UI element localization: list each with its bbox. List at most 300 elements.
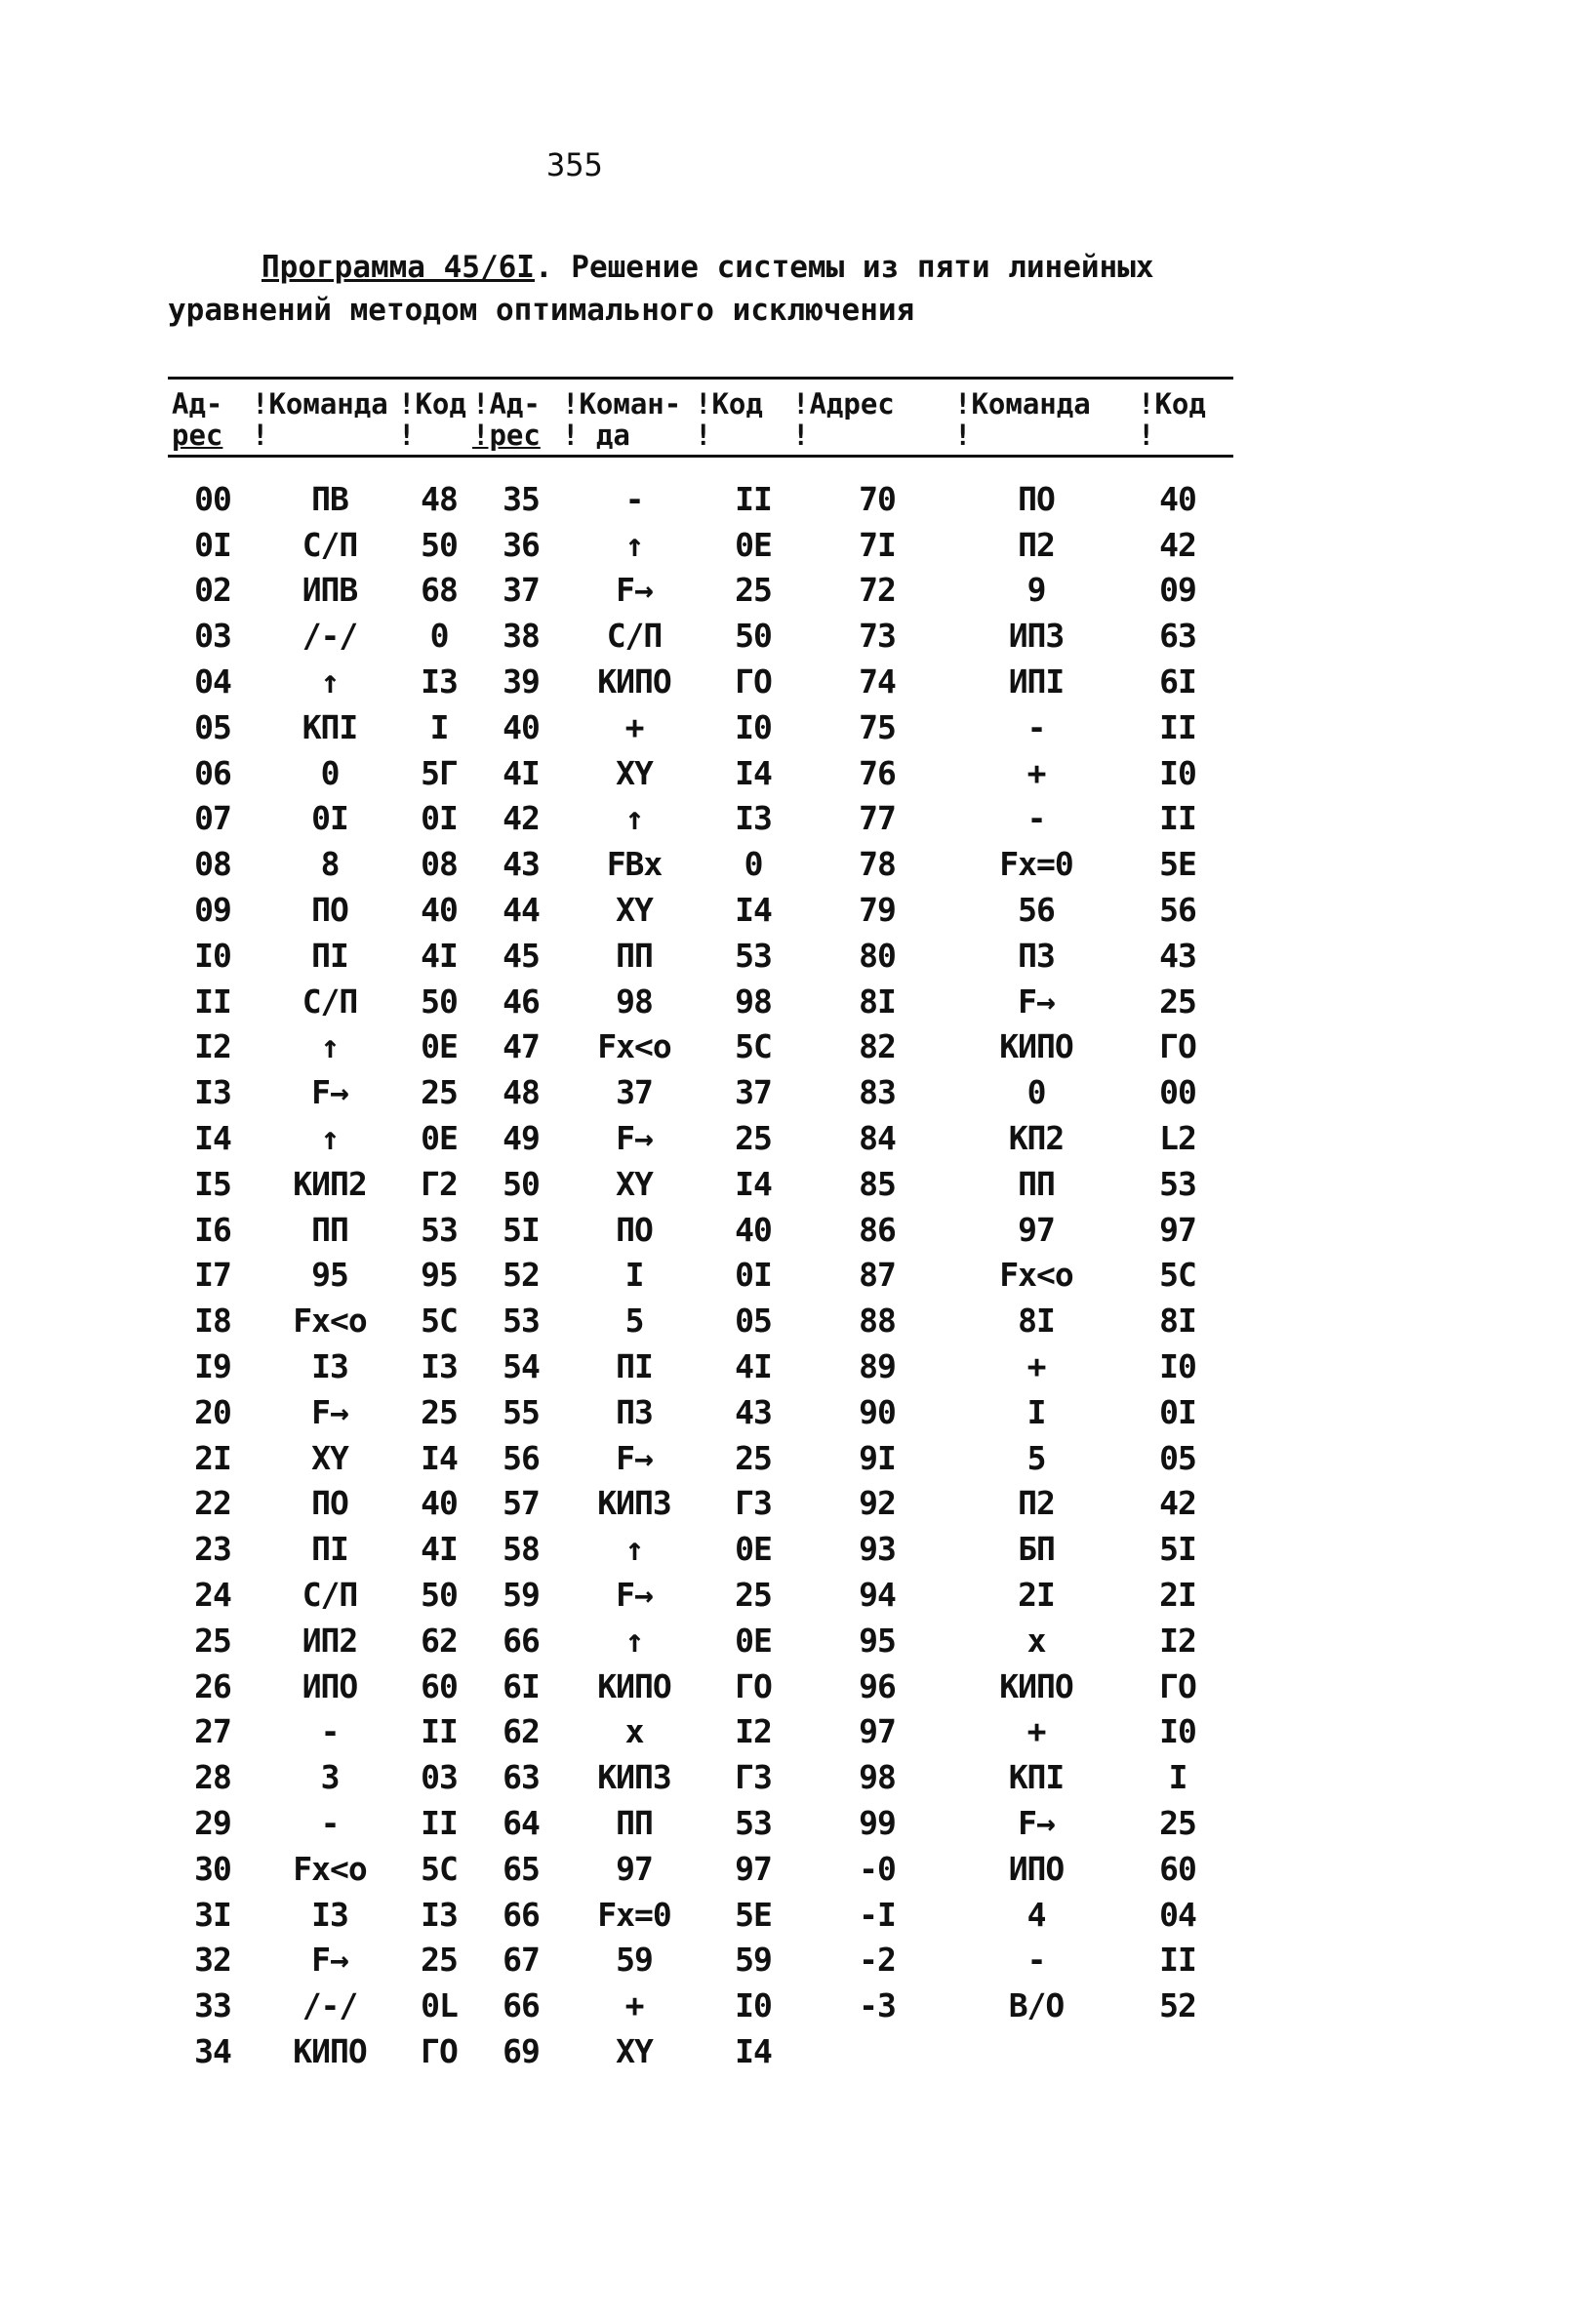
cell-command-3: 4 (1026, 1895, 1046, 1934)
cell-address-1: 03 (194, 617, 231, 656)
cell-address-3: 85 (859, 1164, 896, 1203)
cell-command-1: ИП2 (302, 1621, 358, 1660)
header-address-3: !Адрес ! (792, 387, 895, 452)
cell-code-2: 40 (735, 1210, 772, 1249)
cell-command-3: П2 (1018, 525, 1055, 564)
cell-address-2: 45 (503, 936, 540, 975)
cell-address-3: 90 (859, 1392, 896, 1431)
cell-command-1: F→ (311, 1073, 348, 1112)
cell-code-1: II (421, 1804, 458, 1842)
cell-address-3: 96 (859, 1666, 896, 1705)
cell-command-1: I3 (311, 1895, 348, 1934)
cell-address-3: 86 (859, 1210, 896, 1249)
cell-address-1: 05 (194, 707, 231, 746)
cell-code-3: II (1159, 707, 1196, 746)
cell-address-2: 48 (503, 1073, 540, 1112)
cell-code-2: 50 (735, 617, 772, 656)
cell-code-1: 0I (421, 799, 458, 838)
cell-code-2: 4I (735, 1347, 772, 1386)
cell-command-2: XY (616, 753, 653, 792)
cell-command-3: КПI (1008, 1758, 1065, 1797)
cell-code-3: II (1159, 1941, 1196, 1980)
cell-code-3: 5I (1159, 1530, 1196, 1569)
cell-address-3: -2 (859, 1941, 896, 1980)
cell-command-1: 0I (311, 799, 348, 838)
cell-code-2: 37 (735, 1073, 772, 1112)
cell-command-3: + (1026, 1347, 1046, 1386)
cell-address-1: 07 (194, 799, 231, 838)
cell-command-2: ↑ (624, 799, 644, 838)
program-title (168, 246, 1280, 332)
cell-address-3: 79 (859, 891, 896, 930)
cell-command-3: x (1026, 1621, 1046, 1660)
header-command-3: !Команда ! (954, 387, 1091, 452)
cell-code-3: 43 (1159, 936, 1196, 975)
cell-address-3: 88 (859, 1302, 896, 1341)
cell-address-2: 4I (503, 753, 540, 792)
cell-address-2: 5I (503, 1210, 540, 1249)
cell-command-1: F→ (311, 1392, 348, 1431)
header-address-2: !Ад- !рес (472, 387, 541, 452)
cell-code-2: I0 (735, 707, 772, 746)
cell-code-1: 50 (421, 982, 458, 1021)
cell-code-3 (1122, 2028, 1233, 2074)
cell-code-3: 25 (1159, 1804, 1196, 1842)
cell-command-3: 2I (1018, 1576, 1055, 1615)
cell-address-2: 6I (503, 1666, 540, 1705)
cell-command-2: Fx=0 (597, 1895, 671, 1934)
cell-code-2: 98 (735, 982, 772, 1021)
cell-command-1: XY (311, 1438, 348, 1477)
cell-command-2: КИПО (597, 1666, 671, 1705)
cell-address-2: 55 (503, 1392, 540, 1431)
cell-code-1: 40 (421, 891, 458, 930)
cell-address-2: 47 (503, 1027, 540, 1066)
cell-address-3: 89 (859, 1347, 896, 1386)
cell-address-3: 99 (859, 1804, 896, 1842)
cell-command-2: 59 (616, 1941, 653, 1980)
cell-code-2: I4 (735, 1164, 772, 1203)
cell-command-3: F→ (1018, 1804, 1055, 1842)
cell-command-3: КП2 (1008, 1119, 1065, 1158)
cell-address-3: -0 (859, 1849, 896, 1888)
cell-command-1: ↑ (320, 1027, 340, 1066)
title-line-2: уравнений методом оптимального исключения (168, 293, 915, 328)
cell-address-1: I2 (194, 1027, 231, 1066)
cell-command-2: XY (616, 1164, 653, 1203)
cell-code-2: 25 (735, 1576, 772, 1615)
cell-code-3: 53 (1159, 1164, 1196, 1203)
cell-address-1: 00 (194, 479, 231, 518)
cell-command-2: F→ (616, 1438, 653, 1477)
table-top-rule (168, 377, 1233, 380)
cell-command-2: + (624, 1986, 644, 2025)
cell-code-1: 4I (421, 1530, 458, 1569)
cell-code-3: 5C (1159, 1256, 1196, 1295)
cell-command-2: ПI (616, 1347, 653, 1386)
cell-address-1: I5 (194, 1164, 231, 1203)
cell-command-3: 5 (1026, 1438, 1046, 1477)
cell-code-2: 25 (735, 571, 772, 610)
title-line-1-rest: . Решение системы из пяти линейных (534, 250, 1154, 285)
cell-address-1: I0 (194, 936, 231, 975)
cell-code-2: I2 (735, 1712, 772, 1751)
cell-command-1: ↑ (320, 1119, 340, 1158)
cell-code-1: 60 (421, 1666, 458, 1705)
cell-command-1: ПВ (311, 479, 348, 518)
cell-command-1: КИПО (293, 2031, 367, 2070)
cell-code-1: I3 (421, 1347, 458, 1386)
cell-command-1: ПП (311, 1210, 348, 1249)
cell-code-2: I4 (735, 753, 772, 792)
cell-code-2: 0E (735, 1621, 772, 1660)
cell-address-3: 75 (859, 707, 896, 746)
cell-address-1: I4 (194, 1119, 231, 1158)
cell-command-3: F→ (1018, 982, 1055, 1021)
cell-address-2: 58 (503, 1530, 540, 1569)
cell-address-2: 66 (503, 1895, 540, 1934)
cell-command-3: - (1026, 707, 1046, 746)
cell-address-3: 98 (859, 1758, 896, 1797)
cell-address-3: 80 (859, 936, 896, 975)
cell-command-3: ИП3 (1008, 617, 1065, 656)
cell-command-1: КИП2 (293, 1164, 367, 1203)
cell-address-3: 76 (859, 753, 896, 792)
cell-command-2: F→ (616, 1576, 653, 1615)
header-command-1: !Команда ! (252, 387, 388, 452)
cell-command-1: F→ (311, 1941, 348, 1980)
cell-code-2: I4 (735, 891, 772, 930)
cell-address-1: 06 (194, 753, 231, 792)
cell-command-2: I (624, 1256, 644, 1295)
cell-address-1: II (194, 982, 231, 1021)
cell-code-1: 68 (421, 571, 458, 610)
program-table (168, 476, 1233, 2074)
cell-address-1: 34 (194, 2031, 231, 2070)
cell-address-3: 93 (859, 1530, 896, 1569)
cell-command-1: С/П (302, 982, 358, 1021)
cell-command-3 (950, 2028, 1122, 2074)
cell-code-1: 0E (421, 1027, 458, 1066)
cell-address-2: 66 (503, 1621, 540, 1660)
cell-address-2: 36 (503, 525, 540, 564)
cell-address-2: 52 (503, 1256, 540, 1295)
cell-command-2: 37 (616, 1073, 653, 1112)
cell-code-1: 25 (421, 1941, 458, 1980)
cell-command-2: - (624, 479, 644, 518)
cell-command-2: С/П (606, 617, 663, 656)
cell-address-2: 49 (503, 1119, 540, 1158)
cell-code-1: ГО (421, 2031, 458, 2070)
cell-command-1: /-/ (302, 617, 358, 656)
cell-address-1: 2I (194, 1438, 231, 1477)
cell-command-2: ПП (616, 936, 653, 975)
cell-code-2: 0E (735, 525, 772, 564)
cell-command-2: + (624, 707, 644, 746)
cell-address-2: 63 (503, 1758, 540, 1797)
cell-address-1: 23 (194, 1530, 231, 1569)
cell-code-1: Г2 (421, 1164, 458, 1203)
cell-code-1: 48 (421, 479, 458, 518)
cell-code-3: 6I (1159, 662, 1196, 701)
cell-command-1: 95 (311, 1256, 348, 1295)
cell-command-1: Fx<o (293, 1849, 367, 1888)
cell-address-1: 29 (194, 1804, 231, 1842)
cell-code-3: 42 (1159, 1484, 1196, 1523)
cell-address-3: 73 (859, 617, 896, 656)
cell-code-1: 25 (421, 1073, 458, 1112)
cell-command-2: ↑ (624, 1621, 644, 1660)
cell-address-1: I7 (194, 1256, 231, 1295)
cell-address-1: 20 (194, 1392, 231, 1431)
cell-address-3: 78 (859, 845, 896, 884)
cell-code-3: 5E (1159, 845, 1196, 884)
cell-address-2: 64 (503, 1804, 540, 1842)
cell-code-3: I2 (1159, 1621, 1196, 1660)
cell-code-2: 5E (735, 1895, 772, 1934)
cell-code-2: I0 (735, 1986, 772, 2025)
cell-address-2: 42 (503, 799, 540, 838)
cell-command-3: I (1026, 1392, 1046, 1431)
cell-address-1: 08 (194, 845, 231, 884)
cell-code-1: I (429, 707, 449, 746)
cell-command-2: 97 (616, 1849, 653, 1888)
cell-address-1: I3 (194, 1073, 231, 1112)
cell-code-1: 0 (429, 617, 449, 656)
cell-command-1: КПI (302, 707, 358, 746)
cell-command-3: КИПО (999, 1027, 1073, 1066)
cell-code-2: 5C (735, 1027, 772, 1066)
cell-address-2: 66 (503, 1986, 540, 2025)
cell-code-2: 05 (735, 1302, 772, 1341)
cell-address-2: 59 (503, 1576, 540, 1615)
cell-address-3: 95 (859, 1621, 896, 1660)
cell-command-2: 98 (616, 982, 653, 1021)
cell-address-2: 56 (503, 1438, 540, 1477)
cell-address-1: 26 (194, 1666, 231, 1705)
cell-address-2: 46 (503, 982, 540, 1021)
program-label: Программа 45/6I (262, 250, 535, 285)
cell-code-1: I4 (421, 1438, 458, 1477)
cell-code-2: 25 (735, 1119, 772, 1158)
cell-address-3: 82 (859, 1027, 896, 1066)
cell-code-2: 0I (735, 1256, 772, 1295)
cell-address-1: 22 (194, 1484, 231, 1523)
cell-address-3: 8I (859, 982, 896, 1021)
cell-address-3: 70 (859, 479, 896, 518)
cell-command-3: - (1026, 1941, 1046, 1980)
cell-address-1: 24 (194, 1576, 231, 1615)
cell-command-1: ПI (311, 936, 348, 975)
cell-address-3: 87 (859, 1256, 896, 1295)
cell-code-3: II (1159, 799, 1196, 838)
cell-code-3: I0 (1159, 1712, 1196, 1751)
page-number: 355 (546, 146, 603, 183)
cell-command-3: ПО (1018, 479, 1055, 518)
cell-command-1: /-/ (302, 1986, 358, 2025)
cell-command-2: ПП (616, 1804, 653, 1842)
header-code-3: !Код ! (1138, 387, 1206, 452)
cell-address-2: 54 (503, 1347, 540, 1386)
header-address-1: Ад- рес (172, 387, 223, 452)
cell-command-1: ПО (311, 891, 348, 930)
cell-code-2: I3 (735, 799, 772, 838)
header-code-1: !Код ! (398, 387, 466, 452)
cell-code-1: 0L (421, 1986, 458, 2025)
cell-command-3: + (1026, 1712, 1046, 1751)
cell-code-2: 0 (744, 845, 763, 884)
cell-address-1: 3I (194, 1895, 231, 1934)
cell-code-3: 63 (1159, 617, 1196, 656)
cell-address-2: 57 (503, 1484, 540, 1523)
cell-code-2: I4 (735, 2031, 772, 2070)
cell-command-3: Fx<o (999, 1256, 1073, 1295)
cell-code-1: 5Г (421, 753, 458, 792)
cell-address-2: 35 (503, 479, 540, 518)
cell-address-3: 72 (859, 571, 896, 610)
cell-command-1: ИПВ (302, 571, 358, 610)
cell-code-1: I3 (421, 1895, 458, 1934)
cell-address-3: 94 (859, 1576, 896, 1615)
cell-command-2: F→ (616, 1119, 653, 1158)
cell-code-3: ГО (1159, 1027, 1196, 1066)
cell-command-2: ↑ (624, 1530, 644, 1569)
cell-command-3: 97 (1018, 1210, 1055, 1249)
cell-command-1: С/П (302, 1576, 358, 1615)
cell-address-1: 25 (194, 1621, 231, 1660)
cell-command-3: 56 (1018, 891, 1055, 930)
cell-code-1: 03 (421, 1758, 458, 1797)
cell-code-1: II (421, 1712, 458, 1751)
header-command-2: !Коман- ! да (562, 387, 682, 452)
cell-code-1: I3 (421, 662, 458, 701)
cell-command-1: 3 (320, 1758, 340, 1797)
cell-address-2: 50 (503, 1164, 540, 1203)
cell-code-1: 95 (421, 1256, 458, 1295)
cell-address-1: I8 (194, 1302, 231, 1341)
cell-code-2: 25 (735, 1438, 772, 1477)
cell-code-3: 97 (1159, 1210, 1196, 1249)
cell-command-2: x (624, 1712, 644, 1751)
cell-address-2: 69 (503, 2031, 540, 2070)
cell-command-1: - (320, 1712, 340, 1751)
cell-address-3: 74 (859, 662, 896, 701)
cell-address-2: 43 (503, 845, 540, 884)
cell-address-1: 02 (194, 571, 231, 610)
cell-code-1: 5C (421, 1849, 458, 1888)
cell-command-2: Fx<o (597, 1027, 671, 1066)
cell-code-3: 52 (1159, 1986, 1196, 2025)
cell-command-1: Fx<o (293, 1302, 367, 1341)
table-header-rule (168, 455, 1233, 458)
cell-command-1: ПО (311, 1484, 348, 1523)
cell-address-1: 30 (194, 1849, 231, 1888)
cell-code-3: 05 (1159, 1438, 1196, 1477)
cell-command-2: ↑ (624, 525, 644, 564)
cell-command-2: ПО (616, 1210, 653, 1249)
cell-code-2: Г3 (735, 1484, 772, 1523)
cell-code-1: 08 (421, 845, 458, 884)
cell-code-2: 59 (735, 1941, 772, 1980)
title-line-1 (168, 246, 1280, 289)
cell-code-3: 42 (1159, 525, 1196, 564)
cell-code-3: I0 (1159, 1347, 1196, 1386)
cell-address-2: 38 (503, 617, 540, 656)
cell-command-2: КИПО (597, 662, 671, 701)
cell-address-3: 97 (859, 1712, 896, 1751)
cell-code-3: 8I (1159, 1302, 1196, 1341)
cell-command-3: П3 (1018, 936, 1055, 975)
cell-address-1: I6 (194, 1210, 231, 1249)
cell-code-3: I0 (1159, 753, 1196, 792)
cell-address-3: -3 (859, 1986, 896, 2025)
cell-command-2: F→ (616, 571, 653, 610)
cell-address-1: 27 (194, 1712, 231, 1751)
cell-address-2: 65 (503, 1849, 540, 1888)
cell-code-3: I (1168, 1758, 1187, 1797)
cell-command-3: 8I (1018, 1302, 1055, 1341)
cell-command-1: С/П (302, 525, 358, 564)
cell-code-1: 40 (421, 1484, 458, 1523)
cell-address-3: 92 (859, 1484, 896, 1523)
cell-address-1: 0I (194, 525, 231, 564)
cell-command-2: 5 (624, 1302, 644, 1341)
cell-code-1: 50 (421, 525, 458, 564)
cell-code-3: 60 (1159, 1849, 1196, 1888)
cell-code-3: 09 (1159, 571, 1196, 610)
cell-address-2: 67 (503, 1941, 540, 1980)
cell-address-3: 83 (859, 1073, 896, 1112)
cell-command-1: 8 (320, 845, 340, 884)
cell-command-3: В/О (1008, 1986, 1065, 2025)
cell-address-3: 84 (859, 1119, 896, 1158)
cell-address-1: 32 (194, 1941, 231, 1980)
cell-code-3: 2I (1159, 1576, 1196, 1615)
cell-code-2: 53 (735, 1804, 772, 1842)
cell-command-1: ПI (311, 1530, 348, 1569)
cell-address-3: 77 (859, 799, 896, 838)
cell-command-2: XY (616, 891, 653, 930)
cell-code-2: Г3 (735, 1758, 772, 1797)
cell-code-1: 4I (421, 936, 458, 975)
cell-code-2: II (735, 479, 772, 518)
cell-command-1: ↑ (320, 662, 340, 701)
cell-code-2: ГО (735, 662, 772, 701)
cell-address-3: -I (859, 1895, 896, 1934)
cell-address-1: 33 (194, 1986, 231, 2025)
cell-address-3: 9I (859, 1438, 896, 1477)
cell-code-3: 56 (1159, 891, 1196, 930)
cell-code-3: 25 (1159, 982, 1196, 1021)
cell-address-1: I9 (194, 1347, 231, 1386)
cell-command-1: 0 (320, 753, 340, 792)
cell-command-1: - (320, 1804, 340, 1842)
cell-command-1: ИПО (302, 1666, 358, 1705)
cell-address-2: 37 (503, 571, 540, 610)
cell-command-2: КИП3 (597, 1484, 671, 1523)
cell-code-1: 53 (421, 1210, 458, 1249)
cell-address-1: 04 (194, 662, 231, 701)
cell-command-1: I3 (311, 1347, 348, 1386)
cell-code-2: 0E (735, 1530, 772, 1569)
cell-command-3: ИПI (1008, 662, 1065, 701)
cell-command-2: FBx (606, 845, 663, 884)
cell-address-2: 44 (503, 891, 540, 930)
cell-address-3 (804, 2028, 950, 2074)
cell-code-3: ГО (1159, 1666, 1196, 1705)
cell-command-3: Fx=0 (999, 845, 1073, 884)
cell-command-3: ИПО (1008, 1849, 1065, 1888)
